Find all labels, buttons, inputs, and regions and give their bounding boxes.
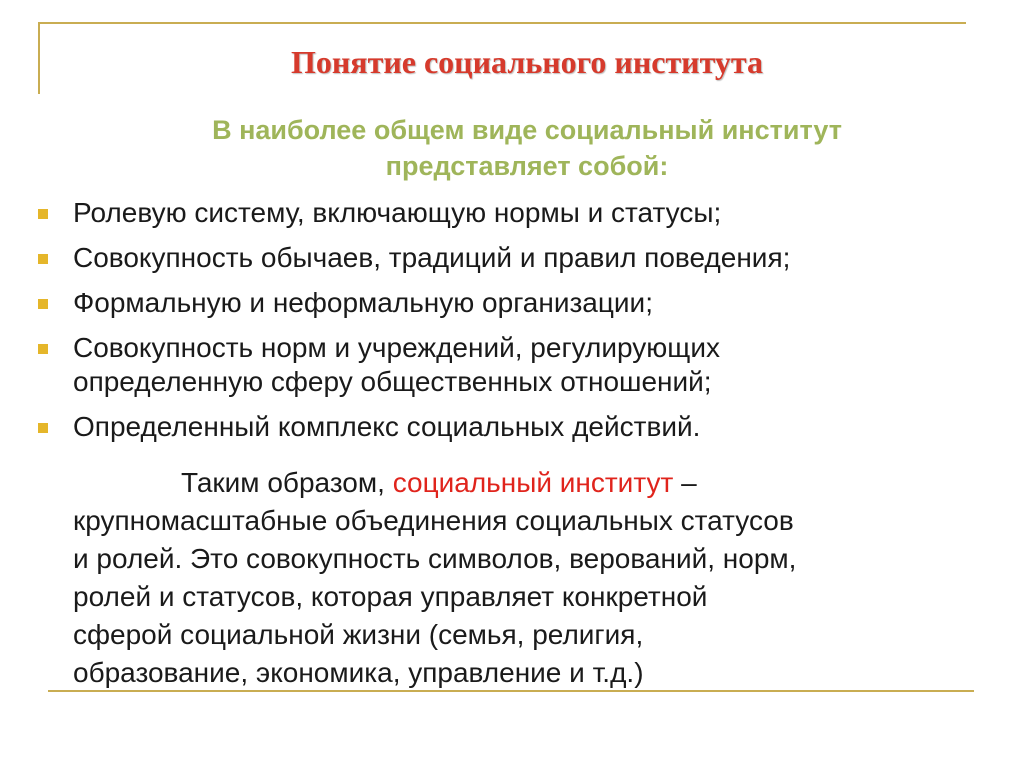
bullet-text-line-2: определенную сферу общественных отношений; bbox=[73, 366, 712, 397]
bullet-list bbox=[30, 196, 990, 455]
conclusion-line-3: ролей и статусов, которая управляет конкретной bbox=[73, 581, 708, 612]
list-item bbox=[30, 241, 990, 275]
conclusion-paragraph bbox=[73, 464, 973, 692]
conclusion-highlight-term: социальный институт bbox=[392, 467, 674, 498]
conclusion-line-4: сферой социальной жизни (семья, религия, bbox=[73, 619, 644, 650]
square-bullet-icon bbox=[38, 254, 48, 264]
square-bullet-icon bbox=[38, 423, 48, 433]
slide-title: Понятие социального института bbox=[290, 44, 764, 80]
subtitle-line-2: представляет собой: bbox=[385, 151, 669, 181]
frame-top-line bbox=[38, 22, 966, 24]
slide-subtitle bbox=[40, 112, 1014, 184]
conclusion-dash: – bbox=[681, 467, 697, 498]
bullet-text: Формальную и неформальную организации; bbox=[73, 287, 653, 318]
bullet-text: Совокупность обычаев, традиций и правил поведения; bbox=[73, 242, 791, 273]
conclusion-line-5: образование, экономика, управление и т.д.) bbox=[73, 657, 644, 688]
conclusion-lead: Таким образом, bbox=[181, 467, 385, 498]
list-item bbox=[30, 331, 990, 399]
frame-bottom-line bbox=[48, 690, 974, 692]
bullet-text: Ролевую систему, включающую нормы и статусы; bbox=[73, 197, 722, 228]
square-bullet-icon bbox=[38, 209, 48, 219]
square-bullet-icon bbox=[38, 344, 48, 354]
square-bullet-icon bbox=[38, 299, 48, 309]
conclusion-line-1: крупномасштабные объединения социальных статусов bbox=[73, 505, 794, 536]
subtitle-line-1: В наиболее общем виде социальный институт bbox=[212, 115, 842, 145]
list-item bbox=[30, 196, 990, 230]
bullet-text-line-1: Совокупность норм и учреждений, регулирующих bbox=[73, 332, 720, 363]
bullet-text: Определенный комплекс социальных действий. bbox=[73, 411, 701, 442]
list-item bbox=[30, 286, 990, 320]
list-item bbox=[30, 410, 990, 444]
conclusion-line-2: и ролей. Это совокупность символов, верований, норм, bbox=[73, 543, 797, 574]
